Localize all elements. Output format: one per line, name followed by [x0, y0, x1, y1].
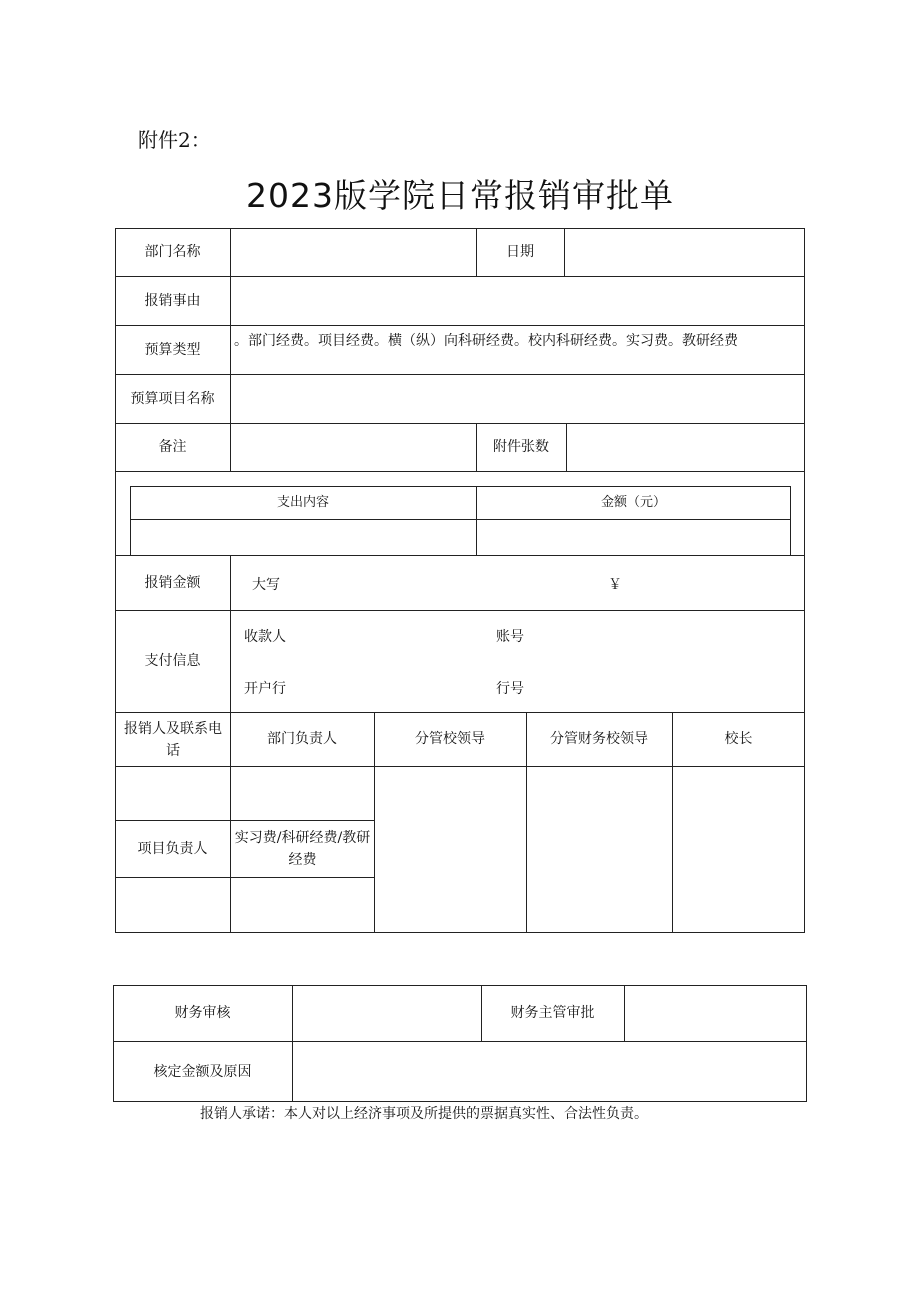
date-input[interactable]	[565, 229, 804, 275]
expense-content-header: 支出内容	[276, 494, 329, 510]
project-lead-label: 项目负责人	[137, 840, 208, 857]
approved-amount-input[interactable]	[293, 1042, 806, 1101]
attachments-count-input[interactable]	[567, 424, 804, 470]
yuan-symbol: ￥	[608, 577, 622, 593]
finance-vp-signature[interactable]	[527, 767, 671, 931]
expense-amount-input[interactable]	[477, 520, 790, 554]
row-divider	[115, 471, 805, 472]
finance-audit-input[interactable]	[293, 986, 480, 1040]
budget-item-label: 预算项目名称	[130, 390, 215, 407]
page-title: 2023版学院日常报销审批单	[246, 176, 674, 215]
attachment-label: 附件2：	[138, 128, 211, 152]
president-label: 校长	[724, 731, 753, 747]
remark-input[interactable]	[231, 424, 475, 470]
budget-type-label: 预算类型	[144, 341, 201, 358]
amount-label: 报销金额	[144, 574, 201, 591]
vp-label: 分管校领导	[415, 731, 485, 747]
bank-code-label: 行号	[496, 681, 524, 697]
dept-head-label: 部门负责人	[267, 731, 337, 747]
budget-type-options[interactable]: 。部门经费。项目经费。横（纵）向科研经费。校内科研经费。实习费。教研经费	[234, 333, 738, 349]
payment-info-label: 支付信息	[144, 653, 201, 669]
budget-item-input[interactable]	[231, 375, 804, 422]
applicant-phone-input[interactable]	[116, 767, 229, 819]
attachments-count-label: 附件张数	[493, 439, 549, 455]
finance-audit-label: 财务审核	[174, 1005, 231, 1021]
fee-types-input[interactable]	[231, 878, 373, 931]
reason-label: 报销事由	[144, 292, 201, 309]
dept-name-label: 部门名称	[144, 244, 201, 260]
pledge-statement: 报销人承诺：本人对以上经济事项及所提供的票据真实性、合法性负责。	[200, 1106, 648, 1122]
president-signature[interactable]	[673, 767, 804, 931]
fee-types-label: 实习费/科研经费/教研经费	[234, 829, 371, 868]
expense-content-input[interactable]	[131, 520, 475, 554]
payee-label: 收款人	[244, 629, 286, 645]
date-label: 日期	[506, 244, 534, 260]
applicant-phone-label: 报销人及联系电话	[124, 720, 222, 759]
finance-vp-label: 分管财务校领导	[550, 731, 648, 747]
amount-uppercase-label: 大写	[252, 577, 280, 593]
account-label: 账号	[496, 629, 524, 645]
bank-label: 开户行	[244, 681, 286, 697]
finance-supervisor-input[interactable]	[625, 986, 806, 1040]
project-lead-input[interactable]	[116, 878, 229, 931]
remark-label: 备注	[158, 439, 187, 455]
finance-supervisor-label: 财务主管审批	[510, 1005, 595, 1021]
vp-signature[interactable]	[375, 767, 525, 931]
expense-amount-header: 金额（元）	[600, 494, 666, 510]
dept-head-signature[interactable]	[231, 767, 373, 819]
approved-amount-label: 核定金额及原因	[153, 1063, 252, 1080]
reason-input[interactable]	[231, 277, 804, 324]
dept-name-input[interactable]	[231, 229, 475, 275]
